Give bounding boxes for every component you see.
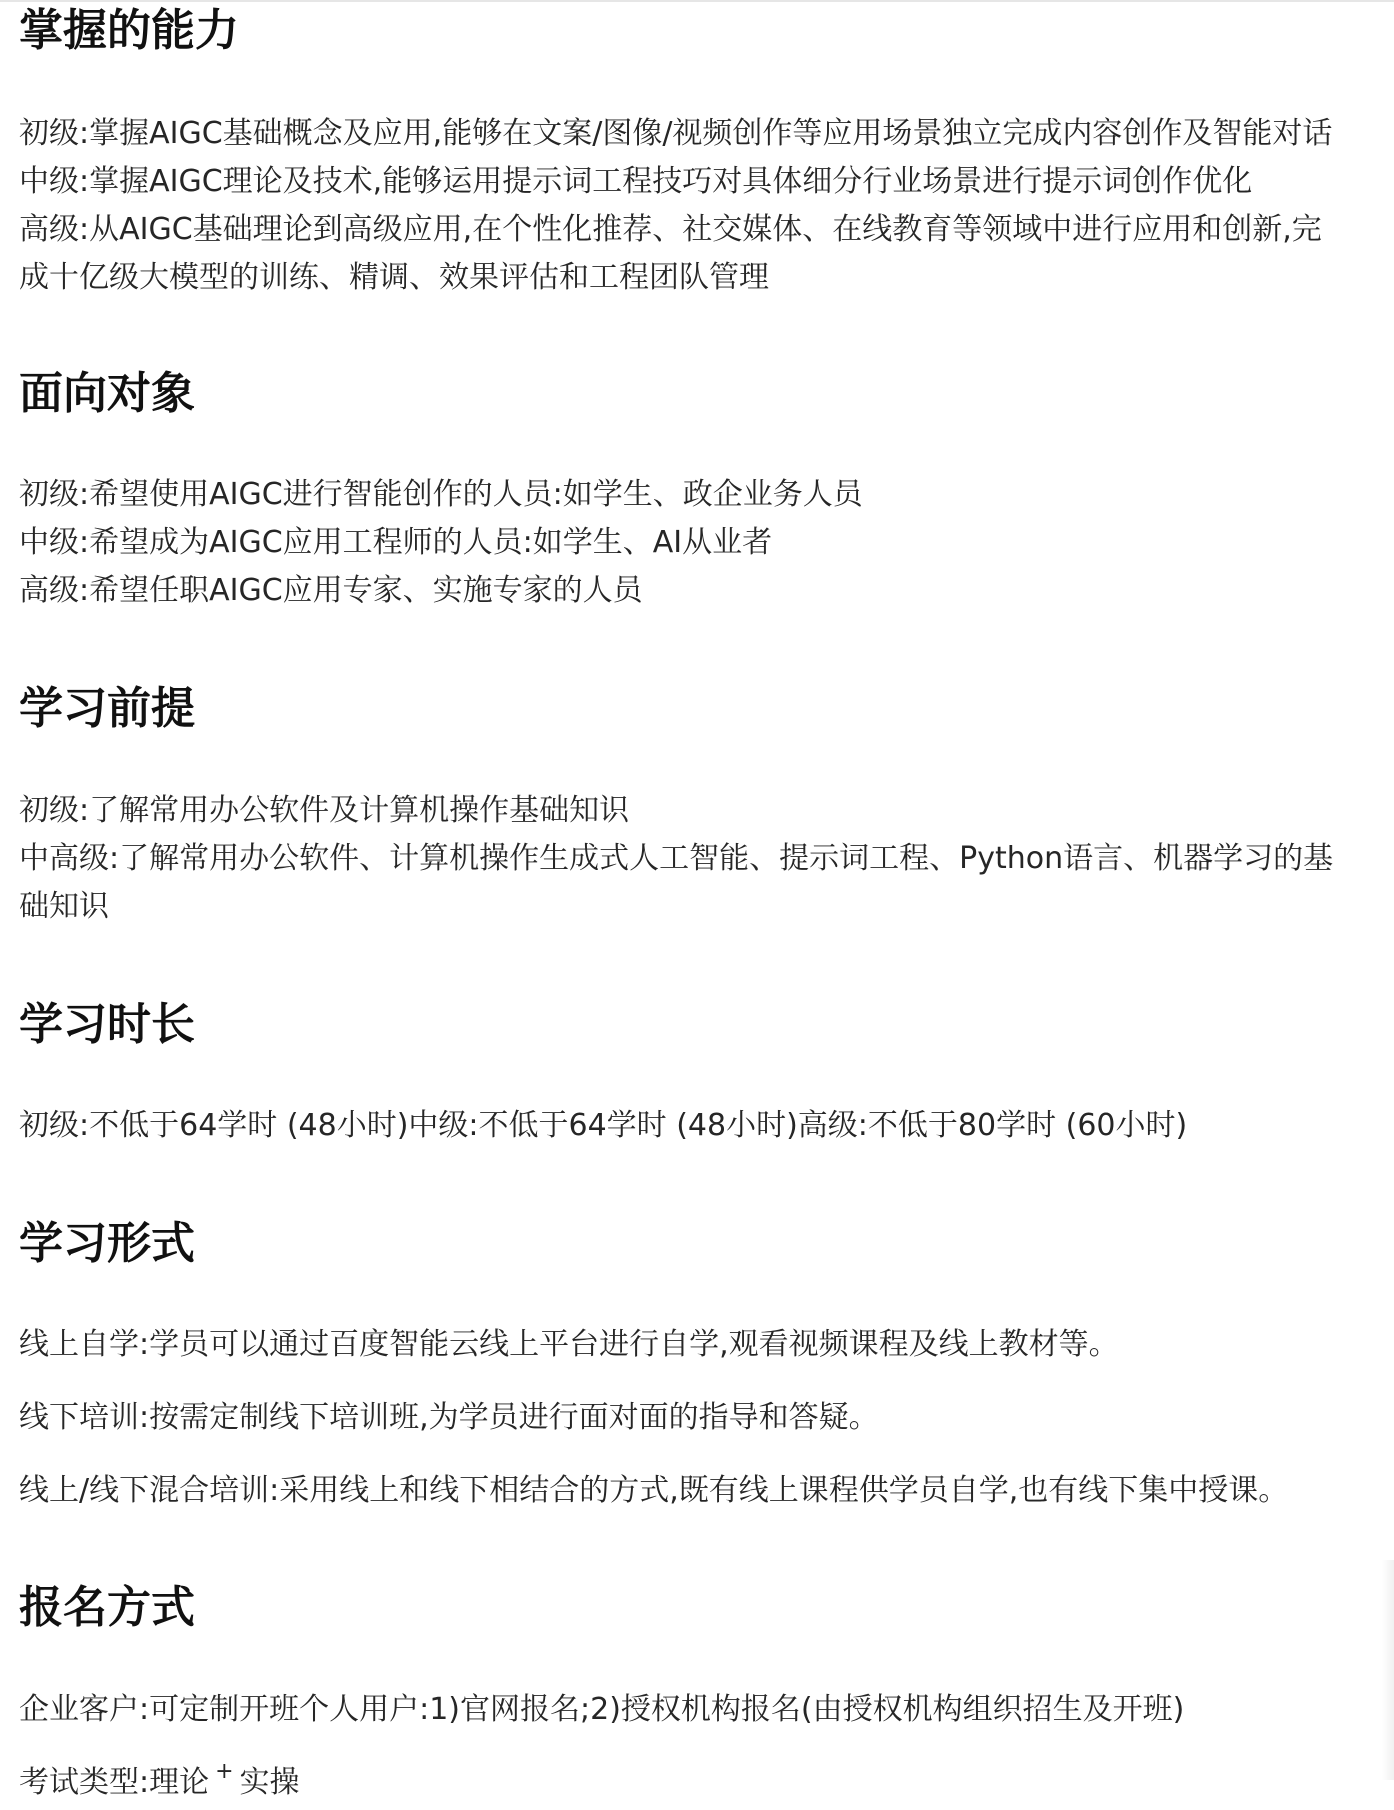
section-duration	[19, 997, 1379, 1053]
ability-line: 成十亿级大模型的训练、精调、效果评估和工程团队管理	[19, 260, 769, 295]
format-paragraph: 线上自学:学员可以通过百度智能云线上平台进行自学,观看视频课程及线上教材等。	[19, 1327, 1119, 1362]
section-ability	[19, 3, 1379, 59]
top-divider	[0, 0, 1394, 2]
section-prerequisite	[19, 681, 1379, 737]
heading-ability: 掌握的能力	[19, 5, 239, 56]
heading-audience: 面向对象	[19, 368, 195, 419]
audience-line: 高级:希望任职AIGC应用专家、实施专家的人员	[19, 573, 643, 608]
duration-lines	[19, 1102, 1379, 1150]
heading-signup: 报名方式	[19, 1582, 195, 1633]
audience-line: 中级:希望成为AIGC应用工程师的人员:如学生、AI从业者	[19, 525, 773, 560]
edge-shadow	[1382, 1560, 1394, 1780]
section-format	[19, 1216, 1379, 1272]
prerequisite-line: 础知识	[19, 889, 109, 924]
audience-lines	[19, 471, 1379, 615]
duration-line: 初级:不低于64学时 (48小时)中级:不低于64学时 (48小时)高级:不低于80学时 (60小时)	[19, 1108, 1188, 1143]
format-paragraph: 线上/线下混合培训:采用线上和线下相结合的方式,既有线上课程供学员自学,也有线下集中授课。	[19, 1473, 1289, 1508]
signup-paragraphs	[19, 1686, 1379, 1810]
ability-lines	[19, 110, 1379, 302]
section-signup	[19, 1580, 1379, 1636]
exam-type-prefix: 考试类型:理论	[19, 1765, 210, 1800]
format-paragraph: 线下培训:按需定制线下培训班,为学员进行面对面的指导和答疑。	[19, 1400, 879, 1435]
exam-type	[19, 1759, 1379, 1810]
format-paragraphs	[19, 1321, 1379, 1540]
section-audience	[19, 366, 1379, 422]
ability-line: 中级:掌握AIGC理论及技术,能够运用提示词工程技巧对具体细分行业场景进行提示词创作优化	[19, 164, 1253, 199]
ability-line: 初级:掌握AIGC基础概念及应用,能够在文案/图像/视频创作等应用场景独立完成内容创作及智能对话	[19, 116, 1333, 151]
heading-prerequisite: 学习前提	[19, 683, 195, 734]
ability-line: 高级:从AIGC基础理论到高级应用,在个性化推荐、社交媒体、在线教育等领域中进行应用和创新,完	[19, 212, 1322, 247]
signup-paragraph: 企业客户:可定制开班个人用户:1)官网报名;2)授权机构报名(由授权机构组织招生及开班)	[19, 1692, 1185, 1727]
prerequisite-line: 中高级:了解常用办公软件、计算机操作生成式人工智能、提示词工程、Python语言、机器学习的基	[19, 841, 1334, 876]
exam-type-plus: +	[215, 1759, 234, 1784]
prerequisite-line: 初级:了解常用办公软件及计算机操作基础知识	[19, 793, 630, 828]
exam-type-suffix: 实操	[239, 1765, 300, 1800]
heading-format: 学习形式	[19, 1218, 195, 1269]
prerequisite-lines	[19, 787, 1379, 931]
heading-duration: 学习时长	[19, 999, 195, 1050]
audience-line: 初级:希望使用AIGC进行智能创作的人员:如学生、政企业务人员	[19, 477, 863, 512]
